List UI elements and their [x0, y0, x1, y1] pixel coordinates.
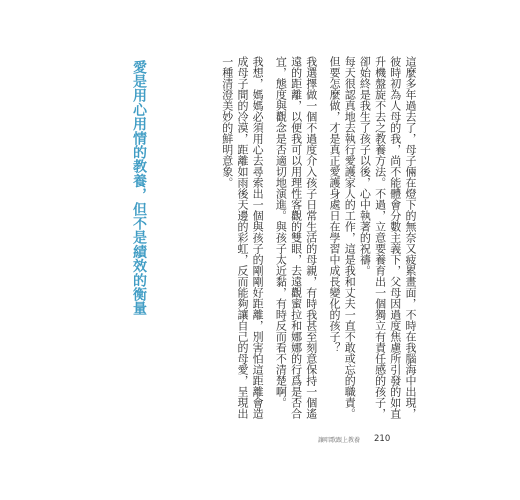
page-number: 210 [374, 434, 391, 444]
running-title: 讓唱歌跟上教養 [318, 436, 361, 444]
paragraph-2: 每天很認真地去執行愛護家人的工作，這是我和丈夫一直不敢或忘的職責。但要怎麼做，才是真正愛護身處日在學習中成長變化的孩子？ [327, 56, 357, 419]
page-footer [318, 434, 390, 444]
body-text [160, 56, 418, 428]
paragraph-1: 這麼多年過去了，母子倆在燈下的無奈又疲累畫面，不時在我腦海中出現，彼時初為人母的我，尚不能體會分數主義下，父母因過度焦慮所引發的如直升機盤旋不去之教養方法。不過，立意要養育出一個獨立有責任感的孩子，卻始終是我生了孩子以後，心中執著的祝禱。 [358, 56, 417, 419]
paragraph-4: 我想，媽媽必須用心去尋索出一個與孩子的剛剛好距離，別害怕這距離會造成母子間的冷漠，距離如雨後天邊的彩虹，反而能夠讓自己的母愛，呈現出一種清澄美妙的鮮明意象。 [220, 56, 265, 419]
paragraph-3: 我選擇做一個不過度介入孩子日常生活的母親，有時我甚至刻意保持一個遙遠的距離，以便我可以用理性客觀的雙眼，去遠觀蜜拉和娜娜的行爲是否合宜，態度與觀念是否適切地演進。與孩子太近黏，有時反而看不清楚啊。 [274, 56, 318, 419]
section-heading: 愛是用心用情的教養，但不是績效的衡量 [131, 60, 147, 316]
